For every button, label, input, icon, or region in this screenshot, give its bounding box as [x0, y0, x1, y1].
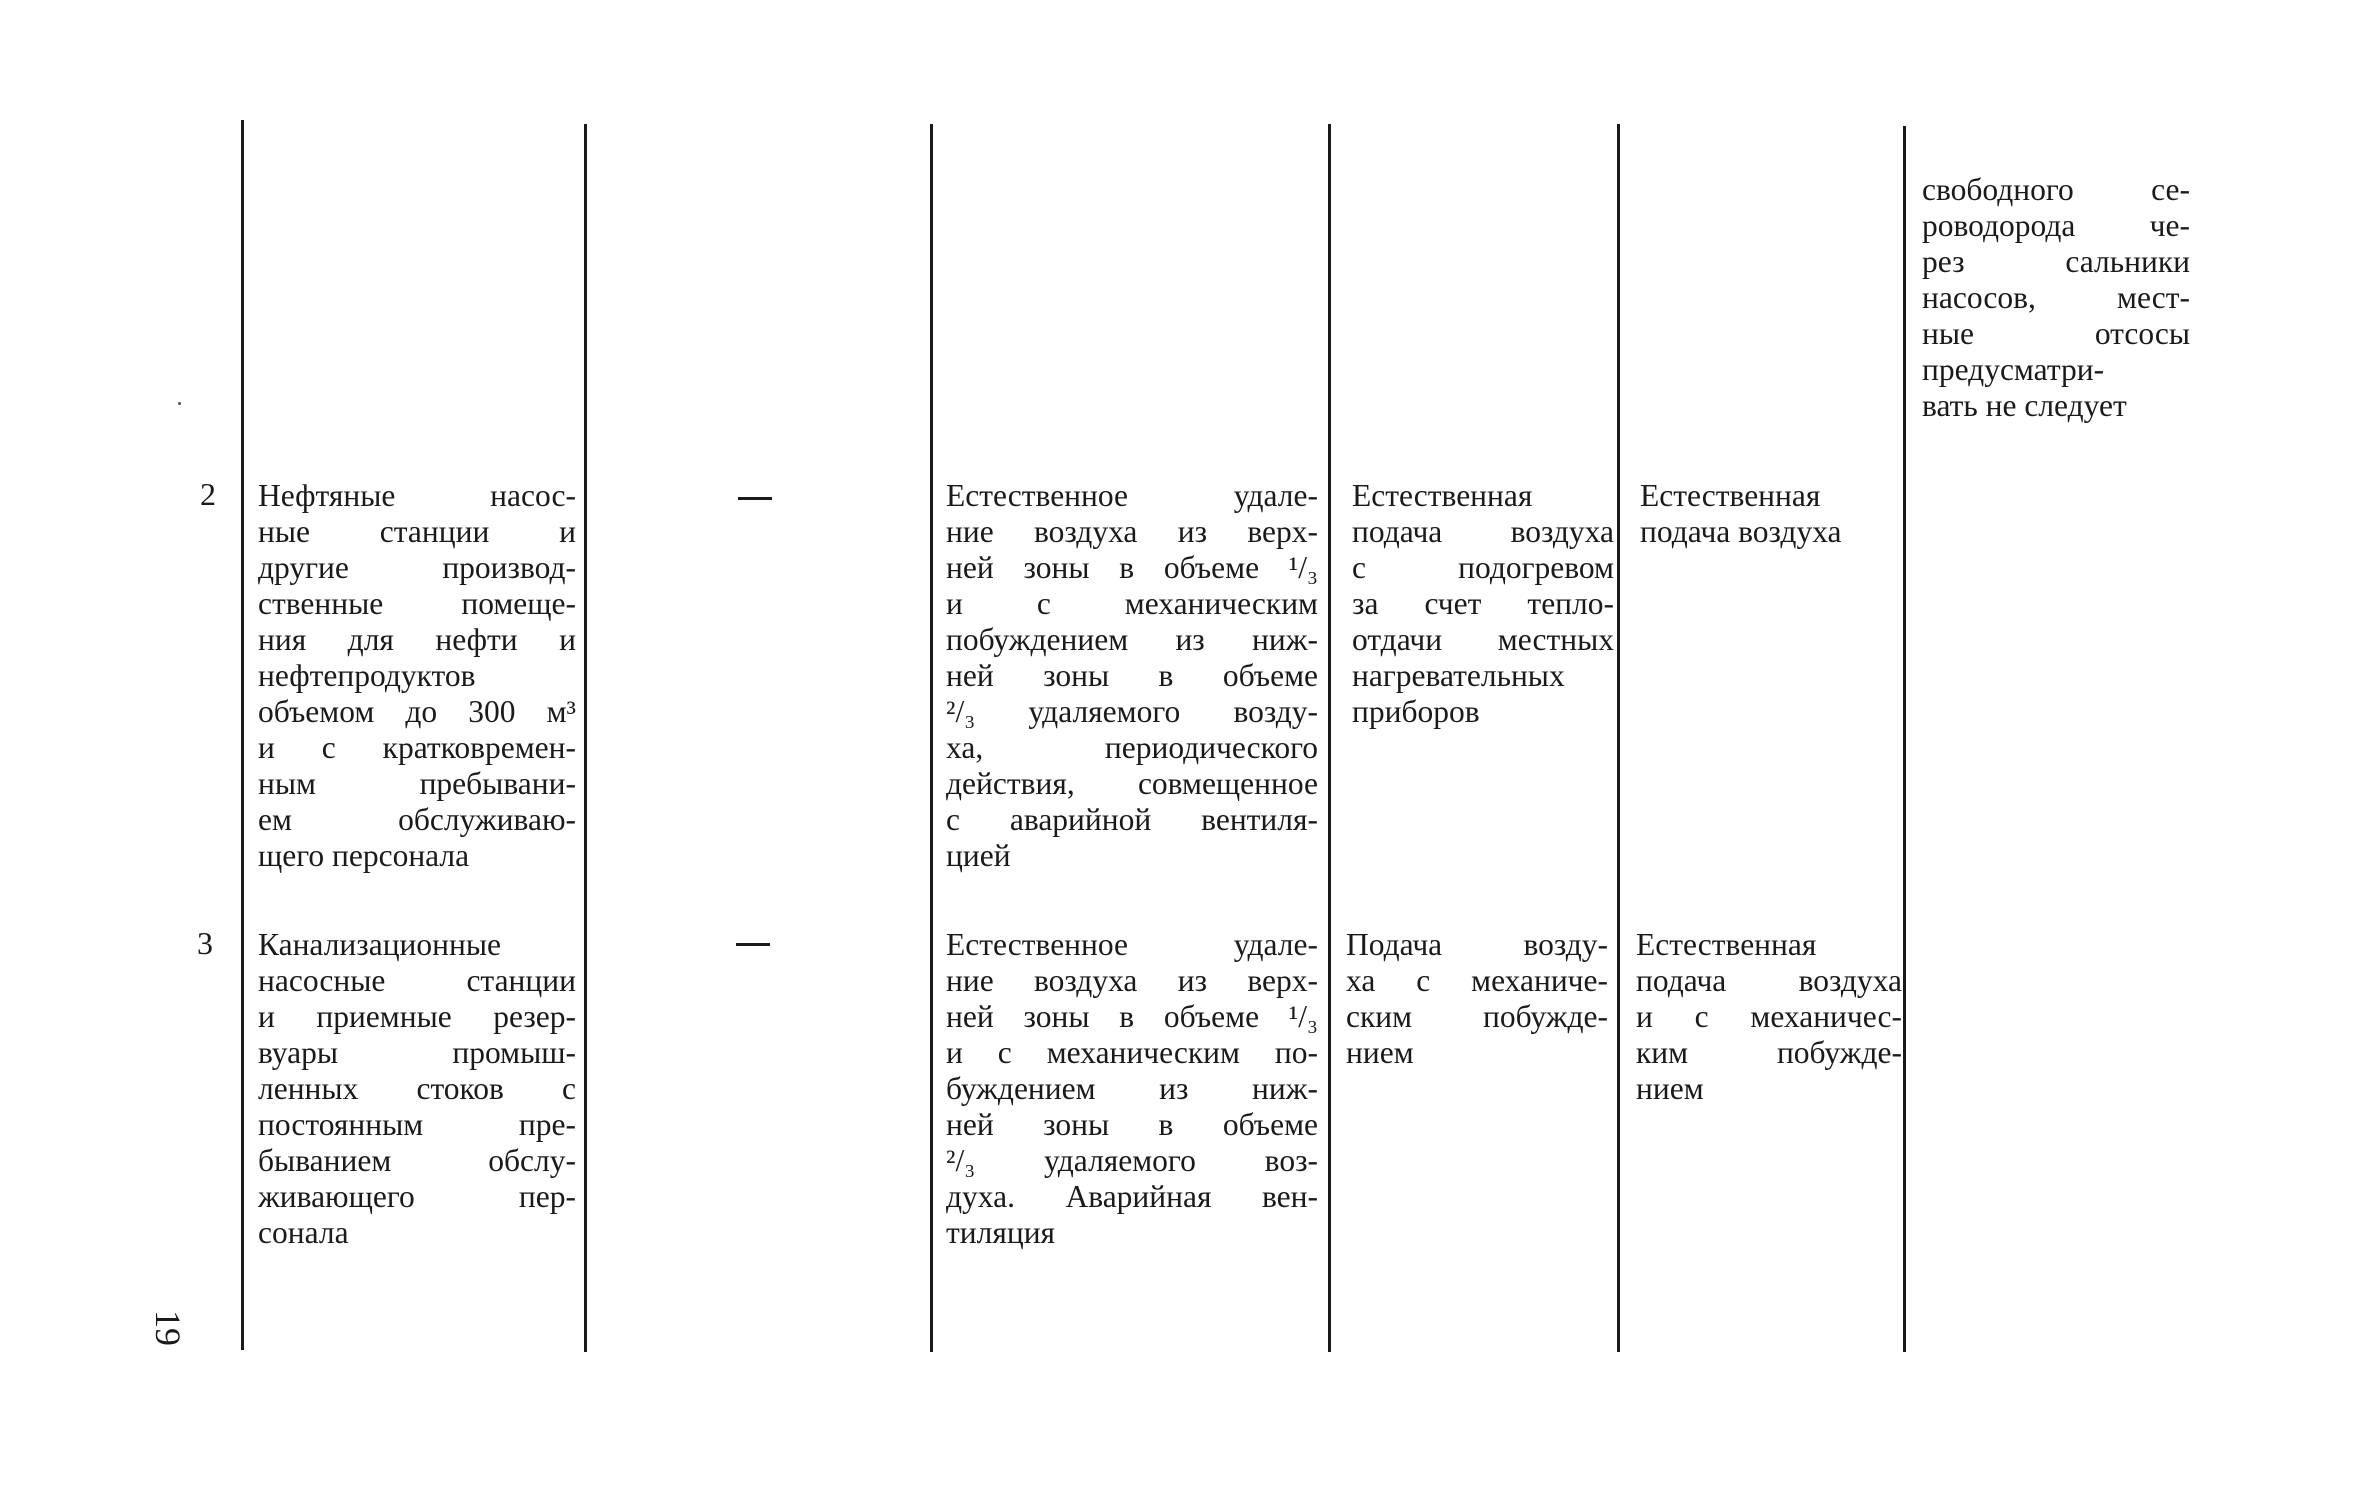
- text-line: постоянным пре-: [258, 1107, 576, 1142]
- text-line: приборов: [1352, 694, 1480, 729]
- row-number: 2: [200, 476, 216, 512]
- text-line: отдачи местных: [1352, 622, 1614, 657]
- text-line: роводорода че-: [1922, 208, 2190, 243]
- text-line: нием: [1346, 1035, 1414, 1070]
- text-line: ней зоны в объеме ¹/₃: [946, 550, 1318, 585]
- text-line: и с кратковремен-: [258, 730, 576, 765]
- text-line: цией: [946, 838, 1011, 873]
- text-line: с подогревом: [1352, 550, 1614, 585]
- text-line: рез сальники: [1922, 244, 2190, 279]
- column-rule-4: [1328, 124, 1331, 1352]
- text-line: побуждением из ниж-: [946, 622, 1318, 657]
- text-line: подача воздуха: [1636, 963, 1902, 998]
- text-line: нием: [1636, 1071, 1704, 1106]
- text-line: предусматри-: [1922, 352, 2105, 387]
- text-line: ем обслуживаю-: [258, 802, 576, 837]
- text-line: и с механическим: [946, 586, 1318, 621]
- scan-speck: [178, 402, 181, 405]
- text-line: ние воздуха из верх-: [946, 963, 1318, 998]
- text-line: подача воздуха: [1352, 514, 1614, 549]
- column-rule-1: [241, 120, 244, 1350]
- text-line: нефтепродуктов: [258, 658, 476, 693]
- text-line: ²/₃ удаляемого воз-: [946, 1143, 1318, 1178]
- text-line: и с механическим по-: [946, 1035, 1318, 1070]
- row-number: 3: [197, 925, 213, 961]
- text-line: ха с механиче-: [1346, 963, 1608, 998]
- text-line: вать не следует: [1922, 388, 2127, 423]
- text-line: тиляция: [946, 1215, 1056, 1250]
- text-line: ней зоны в объеме: [946, 1107, 1318, 1142]
- text-line: быванием обслу-: [258, 1143, 576, 1178]
- text-line: ные станции и: [258, 514, 576, 549]
- text-line: ха, периодического: [946, 730, 1318, 765]
- text-line: за счет тепло-: [1352, 586, 1614, 621]
- text-line: Естественная: [1640, 478, 1821, 513]
- text-line: насосов, мест-: [1922, 280, 2190, 315]
- text-line: Естественная: [1352, 478, 1533, 513]
- page-number: 19: [148, 1310, 188, 1346]
- text-line: ние воздуха из верх-: [946, 514, 1318, 549]
- text-line: насосные станции: [258, 963, 576, 998]
- text-line: Естественное удале-: [946, 927, 1318, 962]
- exhaust-ventilation: [946, 927, 1318, 1251]
- text-line: ²/₃ удаляемого возду-: [946, 694, 1318, 729]
- text-line: другие производ-: [258, 550, 576, 585]
- text-line: ным пребывани-: [258, 766, 576, 801]
- text-line: действия, совмещенное: [946, 766, 1318, 801]
- column-rule-2: [584, 124, 587, 1352]
- dash-mark: [738, 497, 772, 500]
- text-line: ленных стоков с: [258, 1071, 576, 1106]
- supply-ventilation-cold: [1346, 927, 1608, 1071]
- text-line: буждением из ниж-: [946, 1071, 1318, 1106]
- text-line: Естественное удале-: [946, 478, 1318, 513]
- text-line: живающего пер-: [258, 1179, 576, 1214]
- text-line: и приемные резер-: [258, 999, 576, 1034]
- text-line: ственные помеще-: [258, 586, 576, 621]
- column-rule-3: [930, 124, 933, 1352]
- text-line: Канализационные: [258, 927, 502, 962]
- text-line: объемом до 300 м³: [258, 694, 576, 729]
- supply-ventilation-warm: [1636, 927, 1902, 1107]
- text-line: духа. Аварийная вен-: [946, 1179, 1318, 1214]
- text-line: сонала: [258, 1215, 349, 1250]
- text-line: свободного се-: [1922, 172, 2190, 207]
- text-line: щего персонала: [258, 838, 470, 873]
- supply-ventilation-cold: [1352, 478, 1614, 730]
- room-description: [258, 478, 576, 874]
- text-line: Нефтяные насос-: [258, 478, 576, 513]
- text-line: и с механичес-: [1636, 999, 1902, 1034]
- column-rule-5: [1617, 124, 1620, 1352]
- text-line: вуары промыш-: [258, 1035, 576, 1070]
- text-line: нагревательных: [1352, 658, 1565, 693]
- text-line: подача воздуха: [1640, 514, 1842, 549]
- text-line: Подача возду-: [1346, 927, 1608, 962]
- text-line: ским побужде-: [1346, 999, 1608, 1034]
- text-line: ния для нефти и: [258, 622, 576, 657]
- text-line: с аварийной вентиля-: [946, 802, 1318, 837]
- text-line: Естественная: [1636, 927, 1817, 962]
- exhaust-ventilation: [946, 478, 1318, 874]
- dash-mark: [736, 943, 770, 946]
- supply-ventilation-warm: [1640, 478, 1902, 550]
- column-rule-6: [1903, 126, 1906, 1352]
- text-line: ней зоны в объеме ¹/₃: [946, 999, 1318, 1034]
- continuation-note: [1922, 172, 2190, 424]
- text-line: ким побужде-: [1636, 1035, 1902, 1070]
- text-line: ные отсосы: [1922, 316, 2190, 351]
- text-line: ней зоны в объеме: [946, 658, 1318, 693]
- room-description: [258, 927, 576, 1251]
